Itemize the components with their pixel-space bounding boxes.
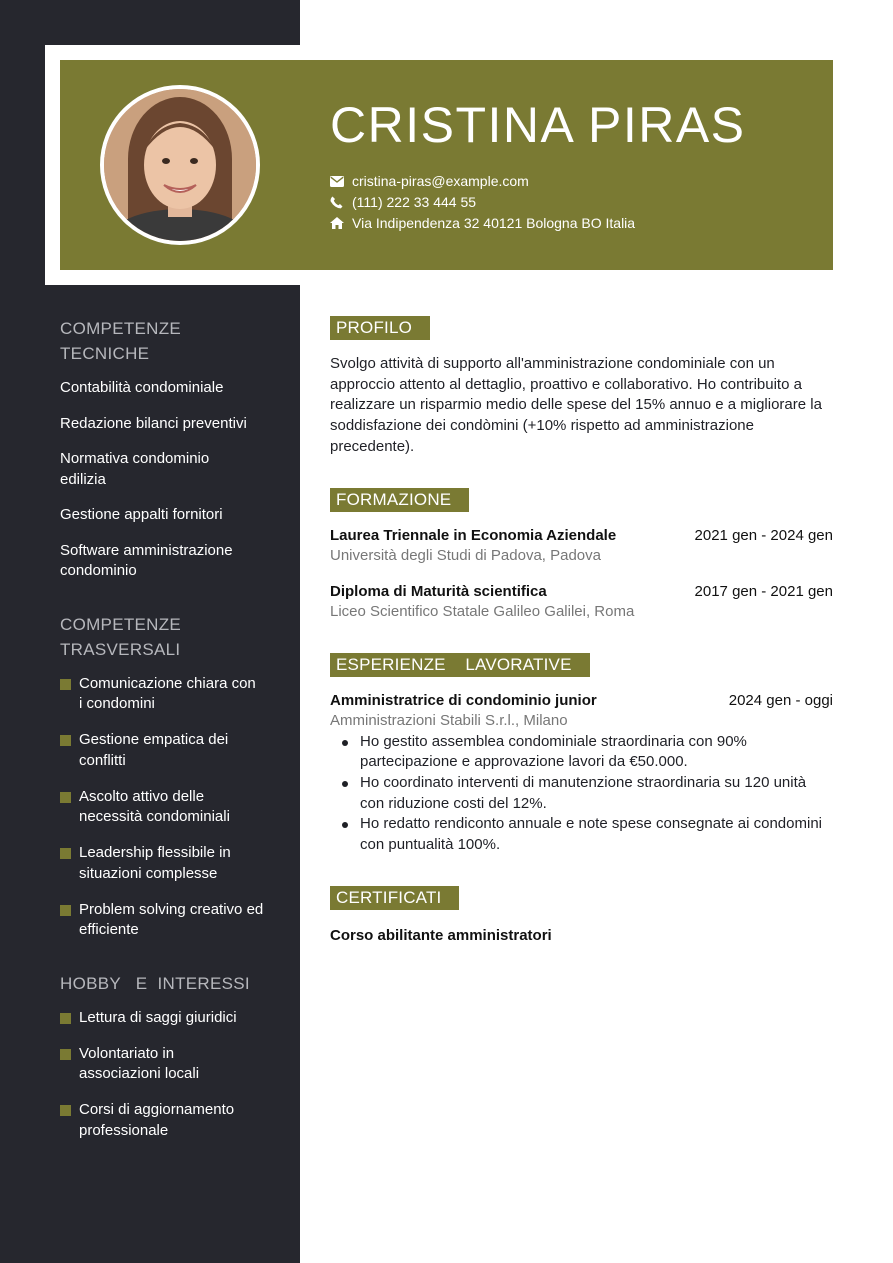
list-item: Lettura di saggi giuridici [60,1008,270,1029]
list-item: Leadership flessibile in situazioni complesse [60,843,260,884]
profile-text: Svolgo attività di supporto all'amministrazione condominiale con un approccio attento al dettaglio, proattivo e collaborativo. Ho contribuito a realizzare un risparmio medio delle spese del 15% annuo e a migliorare la soddisfazione dei condòmini (+10% rispetto ad amministrazione precedente). [330,355,822,455]
entry-institution: Liceo Scientifico Statale Galileo Galilei, Roma [330,603,635,621]
technical-skills-title: COMPETENZE TECNICHE [60,319,182,363]
entry-date: 2024 gen - oggi [728,691,833,709]
hobbies [60,971,280,1142]
list-item: Ho redatto rendiconto annuale e note spese consegnate ai condomini con puntualità 100%. [330,814,833,855]
experience-section [330,653,833,856]
entry-institution: Università degli Studi di Padova, Padova [330,547,601,565]
list-item: Gestione empatica dei conflitti [60,730,260,771]
list-item: Corsi di aggiornamento professionale [60,1100,260,1141]
certificates-section [330,886,833,947]
experience-bullets [330,732,833,856]
address-text: Via Indipendenza 32 40121 Bologna BO Italia [352,214,636,231]
education-section [330,488,833,623]
soft-skills [60,612,280,941]
education-entry [330,526,833,567]
phone-icon [330,196,352,209]
list-item: Redazione bilanci preventivi [60,414,247,432]
list-item: Problem solving creativo ed efficiente [60,900,265,941]
profile-photo [100,85,260,245]
home-icon [330,217,352,229]
square-bullet-icon [60,1013,71,1024]
contact-address [330,212,635,233]
contact-info [330,171,635,233]
square-bullet-icon [60,1049,71,1060]
list-item: Ho gestito assemblea condominiale straordinaria con 90% partecipazione e approvazione lavori da €50.000. [330,732,833,773]
profile-title: PROFILO [330,316,430,340]
entry-title: Amministratrice di condominio junior [330,691,597,709]
entry-title: Diploma di Maturità scientifica [330,582,547,600]
list-item: Software amministrazione condominio [60,541,233,579]
experience-title: ESPERIENZE LAVORATIVE [330,653,590,677]
list-item: Contabilità condominiale [60,379,224,396]
square-bullet-icon [60,679,71,690]
candidate-name: CRISTINA PIRAS [330,97,746,153]
list-item: Volontariato in associazioni locali [60,1044,220,1085]
square-bullet-icon [60,905,71,916]
certificates-title: CERTIFICATI [330,886,459,910]
contact-email[interactable] [330,171,635,192]
education-entry [330,582,833,623]
education-title: FORMAZIONE [330,488,469,512]
contact-phone[interactable] [330,192,635,213]
email-text: cristina-piras@example.com [352,173,529,190]
experience-entry [330,691,833,856]
profile-section [330,316,833,458]
certificate-item: Corso abilitante amministratori [330,926,552,944]
entry-title: Laurea Triennale in Economia Aziendale [330,526,617,544]
envelope-icon [330,176,352,187]
hobbies-list [60,1008,280,1142]
list-item: Normativa condominio edilizia [60,450,210,488]
technical-skills-list [60,378,280,582]
list-item: Ho coordinato interventi di manutenzione straordinaria su 120 unità con riduzione costi del 12%. [330,773,833,814]
square-bullet-icon [60,792,71,803]
main-content [330,316,833,976]
entry-date: 2021 gen - 2024 gen [694,526,833,544]
entry-company: Amministrazioni Stabili S.r.l., Milano [330,712,568,730]
hobbies-title: HOBBY E INTERESSI [60,973,250,993]
list-item: Ascolto attivo delle necessità condominiali [60,787,260,828]
square-bullet-icon [60,1105,71,1116]
square-bullet-icon [60,848,71,859]
soft-skills-title: COMPETENZE TRASVERSALI [60,614,182,659]
entry-date: 2017 gen - 2021 gen [694,582,833,600]
list-item: Gestione appalti fornitori [60,506,223,523]
sidebar-content [60,316,280,1171]
list-item: Comunicazione chiara con i condomini [60,674,260,715]
technical-skills [60,316,280,582]
phone-text: (111) 222 33 444 55 [352,194,477,211]
square-bullet-icon [60,735,71,746]
soft-skills-list [60,674,280,941]
